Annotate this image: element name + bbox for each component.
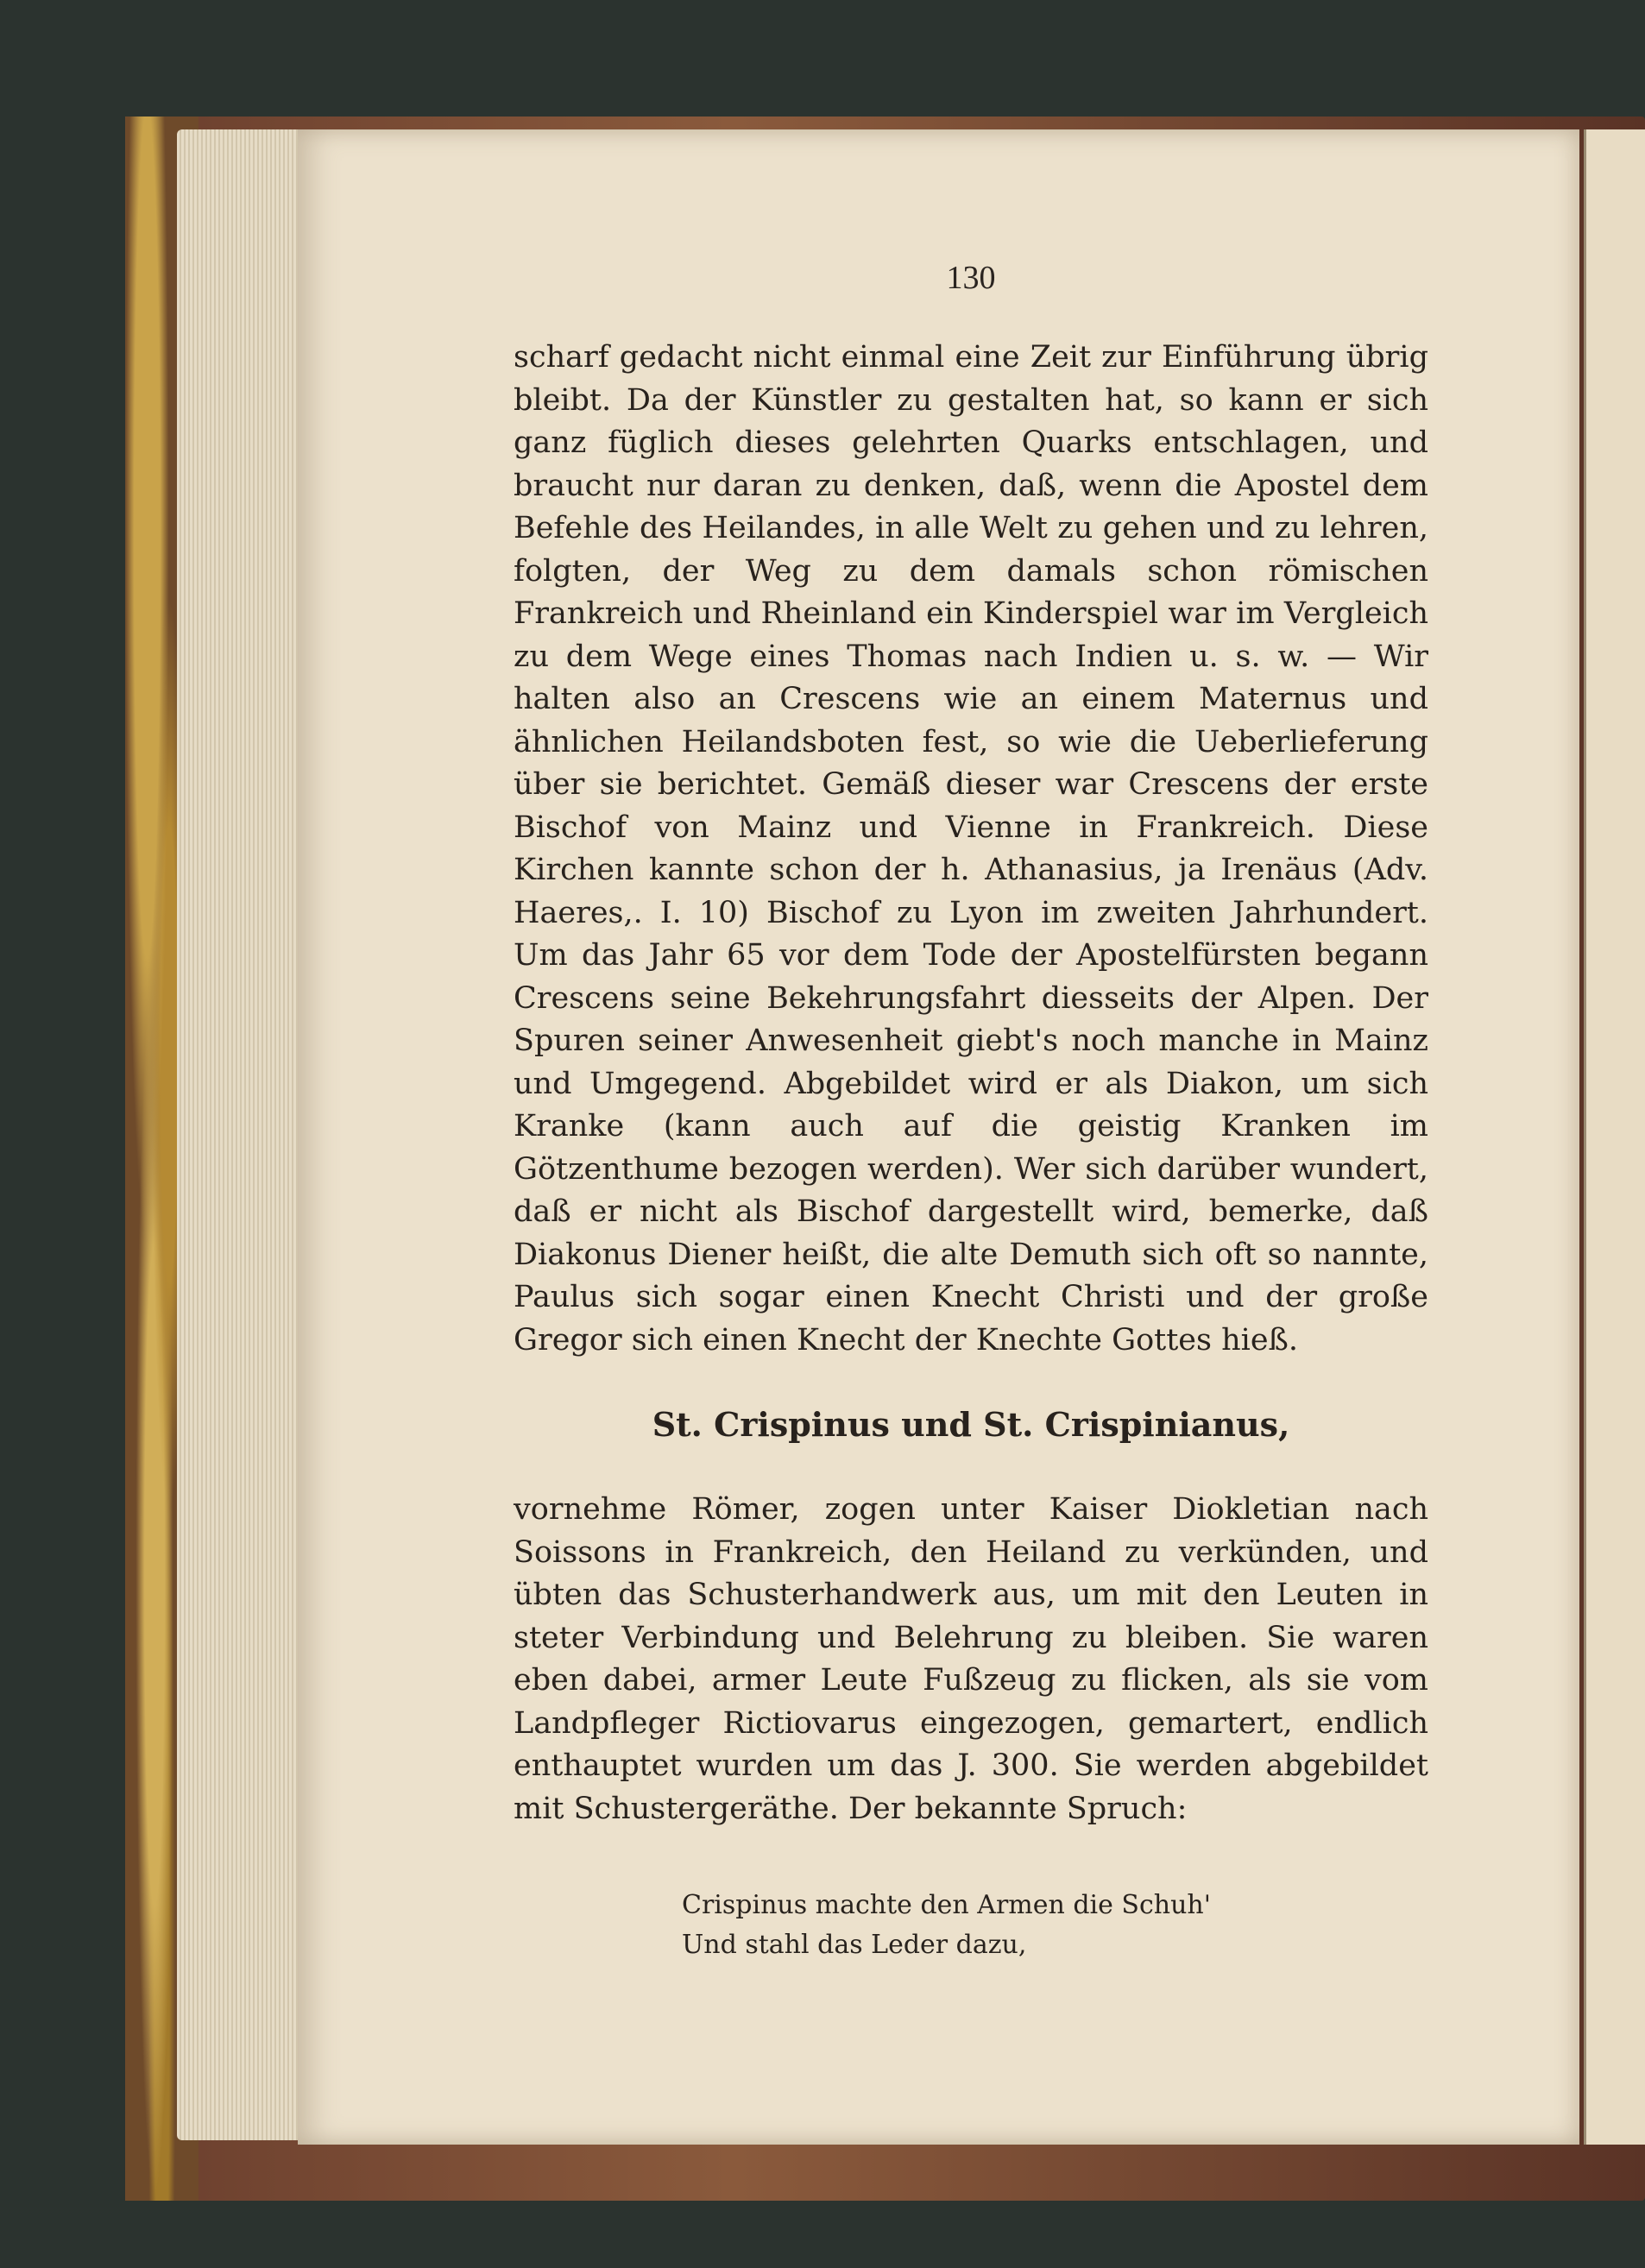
- paragraph-crescens: scharf gedacht nicht einmal eine Zeit zur Einführung übrig bleibt. Da der Künstler zu gestalten hat, so kann er sich ganz füglich dieses gelehrten Quarks entschlagen, und braucht nur daran zu denken, daß, wenn die Apostel dem Befehle des Heilandes, in alle Welt zu gehen und zu lehren, folgten, der Weg zu dem damals schon römischen Frankreich und Rheinland ein Kinderspiel war im Vergleich zu dem Wege eines Thomas nach Indien u. s. w. — Wir halten also an Crescens wie an einem Maternus und ähnlichen Heilandsboten fest, so wie die Ueberlieferung über sie berichtet. Gemäß dieser war Crescens der erste Bischof von Mainz und Vienne in Frankreich. Diese Kirchen kannte schon der h. Athanasius, ja Irenäus (Adv. Haeres,. I. 10) Bischof zu Lyon im zweiten Jahrhundert. Um das Jahr 65 vor dem Tode der Apostelfürsten begann Crescens seine Bekehrungsfahrt diesseits der Alpen. Der Spuren seiner Anwesenheit giebt's noch manche in Mainz und Umgegend. Abgebildet wird er als Diakon, um sich Kranke (kann auch auf die geistig Kranken im Götzenthume bezogen werden). Wer sich darüber wundert, daß er nicht als Bischof dargestellt wird, bemerke, daß Diakonus Diener heißt, die alte Demuth sich oft so nannte, Paulus sich sogar einen Knecht Christi und der große Gregor sich einen Knecht der Knechte Gottes hieß.: [514, 340, 1428, 1358]
- page-number: 130: [946, 260, 996, 296]
- verse-block: [682, 1886, 1338, 1965]
- verse-line-1: Crispinus machte den Armen die Schuh': [682, 1890, 1211, 1920]
- verse-line-2: Und stahl das Leder dazu,: [682, 1930, 1027, 1960]
- paragraph-crispinus: vornehme Römer, zogen unter Kaiser Diokletian nach Soissons in Frankreich, den Heiland zu verkünden, und übten das Schusterhandwerk aus, um mit den Leuten in steter Verbindung und Belehrung zu bleiben. Sie waren eben dabei, armer Leute Fußzeug zu flicken, als sie vom Landpfleger Rictiovarus eingezogen, gemartert, endlich enthauptet wurden um das J. 300. Sie werden abgebildet mit Schustergeräthe. Der bekannte Spruch:: [514, 1492, 1428, 1826]
- section-heading: St. Crispinus und St. Crispinianus,: [652, 1405, 1290, 1444]
- facing-page-edge: [1584, 129, 1645, 2145]
- page-edges: [177, 129, 306, 2140]
